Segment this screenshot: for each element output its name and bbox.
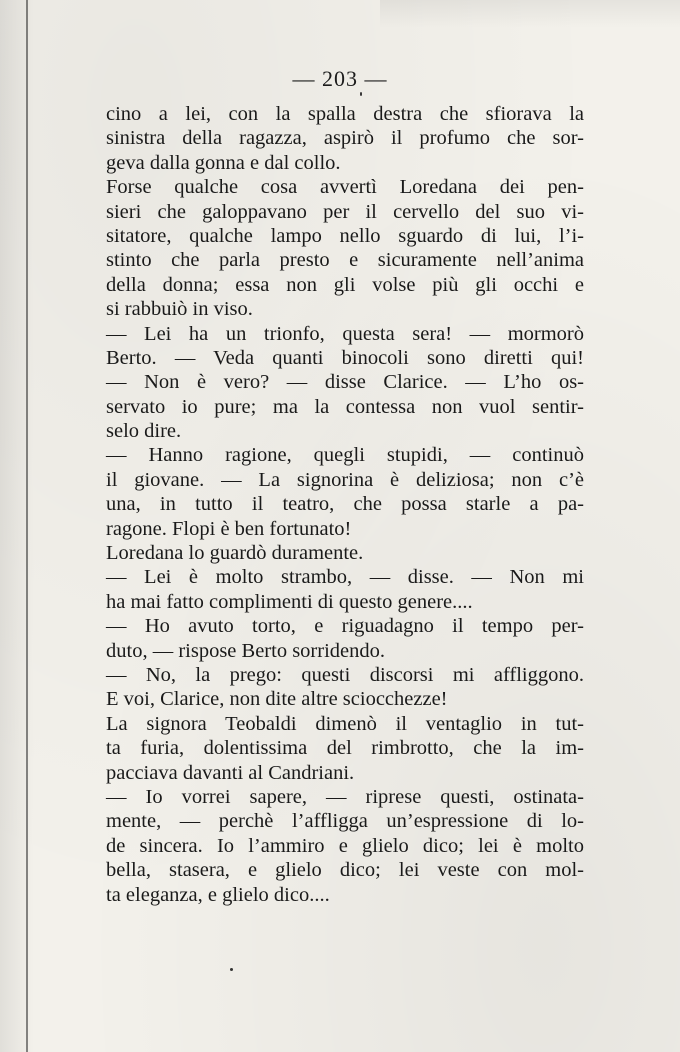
text-line: pacciava davanti al Candriani. [106,761,355,784]
text-line: Berto. — Veda quanti binocoli sono diretti qui! [106,346,584,369]
text-line: Loredana lo guardò duramente. [106,542,364,565]
text-line: — Ho avuto torto, e riguadagno il tempo per- [106,615,584,638]
text-line: bella, stasera, e glielo dico; lei veste con mol- [106,859,584,882]
text-line: della donna; essa non gli volse più gli occhi e [106,273,584,296]
scan-speck [360,92,362,96]
text-line: cino a lei, con la spalla destra che sfiorava la [106,103,584,125]
text-line: una, in tutto il teatro, che possa starle a pa- [106,493,584,516]
page-number: — 203 — [292,66,388,91]
text-line: sitatore, qualche lampo nello sguardo di lui, l’i- [106,224,584,247]
scan-speck [230,968,233,971]
text-line: ta eleganza, e glielo dico.... [106,883,330,906]
text-line: geva dalla gonna e dal collo. [106,151,341,174]
text-line: La signora Teobaldi dimenò il ventaglio in tut- [106,712,584,735]
text-line: selo dire. [106,420,182,443]
text-line: Forse qualche cosa avvertì Loredana dei pen- [106,176,584,199]
page-binding-edge [26,0,28,1052]
text-line: il giovane. — La signorina è deliziosa; non c’è [106,468,584,491]
text-line: — Lei è molto strambo, — disse. — Non mi [106,566,584,589]
text-line: E voi, Clarice, non dite altre sciocchezze! [106,688,448,711]
text-line: sinistra della ragazza, aspirò il profumo che sor- [106,127,584,150]
text-line: ta furia, dolentissima del rimbrotto, che la im- [106,737,584,760]
text-line: ha mai fatto complimenti di questo genere.... [106,590,473,613]
body-text [106,102,584,907]
text-line: — Io vorrei sapere, — riprese questi, ostinata- [106,785,584,808]
page-binding-shadow [0,0,34,1052]
text-line: si rabbuiò in viso. [106,298,253,321]
text-line: de sincera. Io l’ammiro e glielo dico; lei è molto [106,834,584,857]
text-line: servato io pure; ma la contessa non vuol sentir- [106,395,584,418]
text-line: sieri che galoppavano per il cervello del suo vi- [106,200,584,223]
text-line: — Lei ha un trionfo, questa sera! — mormorò [106,322,584,345]
text-line: — Hanno ragione, quegli stupidi, — continuò [106,444,584,467]
text-line: mente, — perchè l’affligga un’espressione di lo- [106,810,584,833]
text-line: stinto che parla presto e sicuramente nell’anima [106,249,584,272]
scan-smudge [380,0,680,28]
text-line: duto, — rispose Berto sorridendo. [106,639,385,662]
text-line: — No, la prego: questi discorsi mi affliggono. [106,663,584,686]
text-line: ragone. Flopi è ben fortunato! [106,517,352,540]
text-line: — Non è vero? — disse Clarice. — L’ho os- [106,371,584,394]
